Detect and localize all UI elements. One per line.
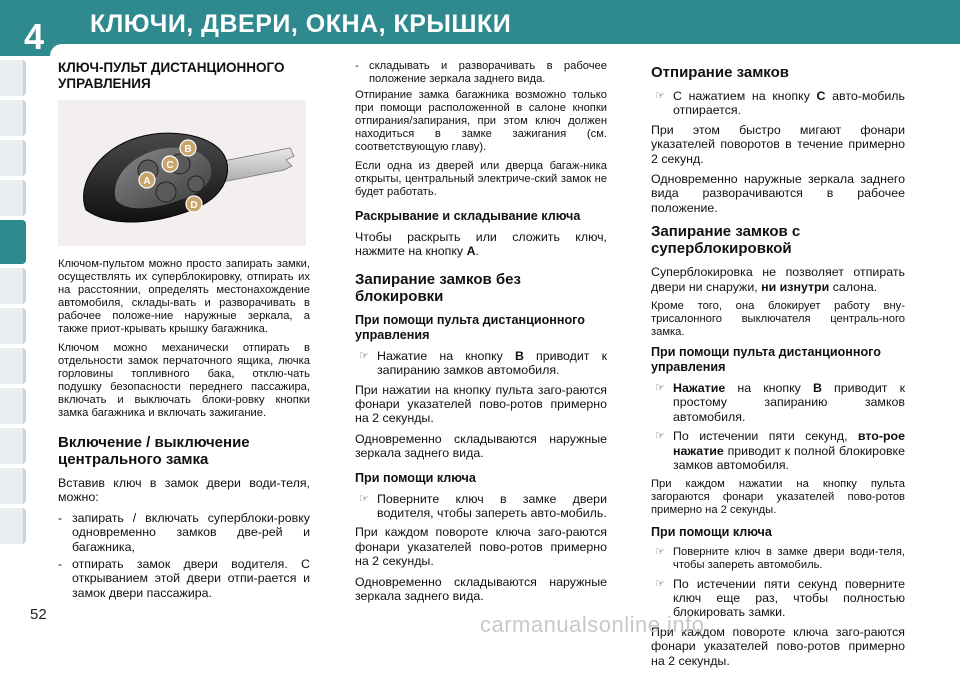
side-tab[interactable]: [0, 268, 26, 304]
paragraph: При каждом повороте ключа заго-раются фонари указателей пово-ротов примерно на 2 секунды.: [651, 624, 905, 668]
list-item-text: Поверните ключ в замке двери водителя, чтобы запереть авто-мобиль.: [377, 491, 607, 521]
column-3: [651, 60, 905, 674]
side-tab[interactable]: [0, 388, 26, 424]
dash-marker: -: [355, 60, 359, 72]
paragraph: Если одна из дверей или дверца багаж-ника открыты, центральный электриче-ский замок не будет работать.: [355, 160, 607, 198]
label-c-badge: [162, 156, 178, 172]
column-1: [58, 60, 310, 603]
pointing-hand-icon: ☞: [655, 90, 665, 102]
list-item-text: складывать и разворачивать в рабочее положение зеркала заднего вида.: [369, 60, 607, 85]
side-tab[interactable]: [0, 140, 26, 176]
svg-text:C: C: [166, 160, 174, 171]
side-tab[interactable]: [0, 308, 26, 344]
list-item-text: отпирать замок двери водителя. С открыванием этой двери отпи-рается и замок двери пассажира.: [72, 557, 310, 600]
list-item: [651, 546, 905, 572]
side-tab-active[interactable]: [0, 220, 26, 264]
list-item: [58, 511, 310, 554]
side-tab[interactable]: [0, 508, 26, 544]
subsection-heading: При помощи ключа: [651, 524, 772, 539]
page-number: 52: [30, 606, 47, 623]
paragraph: Ключом можно механически отпирать в отдельности замок перчаточного ящика, лючка горловины топливного бака, отклю-чать подушку безопасности переднего пассажира, включать и выключать блоки-ровку кнопки замка багажника и включать зажигание.: [58, 342, 310, 419]
subsection-heading: При помощи ключа: [355, 470, 476, 485]
paragraph: При нажатии на кнопку пульта заго-раются фонари указателей пово-ротов примерно на 2 секунды.: [355, 382, 607, 426]
chapter-number: 4: [24, 16, 45, 57]
side-tab[interactable]: [0, 428, 26, 464]
label-a-badge: [139, 172, 155, 188]
paragraph: Одновременно наружные зеркала заднего вида разворачиваются в рабочее положение.: [651, 172, 905, 215]
pointing-hand-icon: ☞: [655, 545, 665, 558]
chapter-title: КЛЮЧИ, ДВЕРИ, ОКНА, КРЫШКИ: [90, 10, 512, 38]
svg-text:A: A: [143, 176, 151, 187]
subsection-heading: При помощи пульта дистанционного управления: [651, 345, 881, 375]
paragraph: Отпирание замка багажника возможно только при помощи расположенной в салоне кнопки отпирания/запирания, при этом ключ должен находиться в замке зажигания (см. соответствующую главу).: [355, 89, 607, 153]
section-heading: Запирание замков без блокировки: [355, 270, 521, 305]
watermark: carmanualsonline.info: [480, 612, 705, 637]
list-item-text: запирать / включать суперблоки-ровку одновременно замков две-рей и багажника,: [72, 510, 310, 554]
header-curve: [50, 44, 96, 56]
list-item-text: Нажатие на кнопку B приводит к запиранию замков автомобиля.: [377, 348, 608, 378]
dash-marker: -: [58, 557, 63, 572]
side-index-tabs: [0, 60, 26, 548]
side-tab[interactable]: [0, 180, 26, 216]
list-item: [651, 89, 905, 118]
key-fob-illustration: [58, 100, 306, 246]
paragraph: Одновременно складываются наружные зеркала заднего вида.: [355, 574, 607, 604]
paragraph: При этом быстро мигают фонари указателей поворотов в течение примерно 2 секунд.: [651, 122, 905, 166]
list-item-text: По истечении пяти секунд поверните ключ еще раз, чтобы полностью блокировать замки.: [673, 576, 905, 620]
section-heading: Отпирание замков: [651, 64, 789, 81]
pointing-hand-icon: ☞: [359, 492, 369, 505]
dash-marker: -: [58, 510, 63, 525]
paragraph: Ключом-пультом можно просто запирать замки, осуществлять их суперблокировку, отпирать их на расстоянии, определять местонахождение автомобиля, склады-вать и разворачивать в рабочее положе-ние наружные зеркала, а также приот-крывать крышку багажника.: [58, 258, 310, 335]
paragraph: При каждом повороте ключа заго-раются фонари указателей пово-ротов примерно на 2 секунды.: [355, 525, 607, 569]
paragraph: Вставив ключ в замок двери води-теля, можно:: [58, 476, 310, 505]
list-item: [355, 349, 607, 378]
side-tab[interactable]: [0, 348, 26, 384]
list-item: [355, 492, 607, 521]
section-heading: Включение / выключение центрального замка: [58, 434, 250, 468]
paragraph: Суперблокировка не позволяет отпирать двери ни снаружи, ни изнутри салона.: [651, 265, 905, 294]
list-item: [58, 557, 310, 600]
paragraph: При каждом нажатии на кнопку пульта загораются фонари указателей пово-ротов примерно на 2 секунды.: [651, 477, 905, 516]
list-item: [651, 429, 905, 472]
list-item: [355, 60, 607, 86]
pointing-hand-icon: ☞: [655, 430, 665, 443]
svg-text:B: B: [184, 144, 192, 155]
pointing-hand-icon: ☞: [655, 577, 665, 590]
label-d-badge: [186, 196, 202, 212]
side-tab[interactable]: [0, 100, 26, 136]
list-item-text: Нажатие на кнопку B приводит к простому запиранию замков автомобиля.: [673, 381, 905, 424]
subsection-heading: При помощи пульта дистанционного управления: [355, 312, 585, 342]
side-tab[interactable]: [0, 60, 26, 96]
column-2: [355, 60, 607, 610]
side-tab[interactable]: [0, 468, 26, 504]
pointing-hand-icon: ☞: [359, 349, 369, 362]
list-item-text: Поверните ключ в замке двери води-теля, чтобы запереть автомобиль.: [673, 545, 905, 571]
paragraph: Чтобы раскрыть или сложить ключ, нажмите на кнопку A.: [355, 230, 607, 259]
label-b-badge: [180, 140, 196, 156]
section-heading: Раскрывание и складывание ключа: [355, 209, 581, 223]
svg-text:D: D: [190, 200, 198, 211]
key-fob-photo: [58, 100, 306, 246]
section-title-remote-key: КЛЮЧ-ПУЛЬТ ДИСТАНЦИОННОГО УПРАВЛЕНИЯ: [58, 60, 285, 91]
list-item-text: По истечении пяти секунд, вто-рое нажатие приводит к полной блокировке замков автомобиля.: [673, 429, 905, 473]
paragraph: Кроме того, она блокирует работу вну-трисалонного выключателя централь-ного замка.: [651, 300, 905, 339]
list-item: [651, 381, 905, 424]
pointing-hand-icon: ☞: [655, 382, 665, 395]
key-letter: A: [466, 244, 476, 259]
paragraph: Одновременно складываются наружные зеркала заднего вида.: [355, 431, 607, 461]
list-item-text: С нажатием на кнопку C авто-мобиль отпирается.: [673, 89, 905, 118]
section-heading: Запирание замков с суперблокировкой: [651, 223, 801, 258]
